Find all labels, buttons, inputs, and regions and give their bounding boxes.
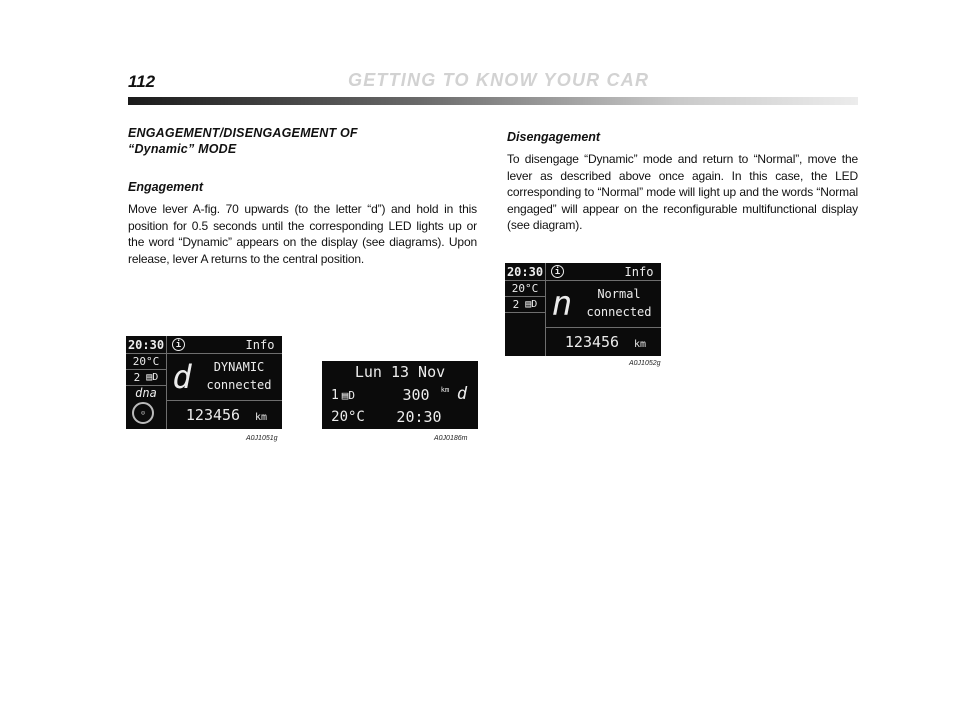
info-icon: i [551, 265, 564, 278]
lcd-screen [322, 361, 478, 429]
gear-number: 1 [330, 387, 339, 403]
odometer: 123456 [564, 333, 620, 351]
header-rule [128, 97, 858, 105]
mode-letter: d [456, 384, 468, 404]
engagement-body: Move lever A-fig. 70 upwards (to the letter “d”) and hold in this position for 0.5 seconds until the corresponding LED lights up or the word “Dynamic” appears on the display (see diagrams). Upon release, lever A returns to the central position. [128, 202, 477, 266]
mode-name: DYNAMIC [213, 360, 265, 374]
odometer: 123456 [185, 406, 241, 424]
figure-date-display [322, 361, 478, 442]
temperature: 20°C [511, 282, 539, 295]
range: 300 [402, 386, 430, 404]
mode-letter: d [172, 358, 192, 396]
mode-status: connected [586, 305, 652, 319]
info-icon: i [172, 338, 185, 351]
gear-headlight [328, 385, 358, 405]
headlight-icon: ▤D [341, 388, 356, 402]
gear-headlight [507, 297, 543, 312]
gear-number: 2 [512, 298, 520, 311]
page-number: 112 [128, 72, 156, 91]
gear-number: 2 [133, 371, 141, 384]
lcd-screen [505, 263, 661, 356]
date: Lun 13 Nov [354, 363, 446, 381]
figure-normal-display [505, 263, 661, 367]
headlight-icon: ▤D [146, 372, 159, 383]
section-title [128, 125, 477, 157]
dna-label: dna [135, 386, 157, 400]
clock: 20:30 [506, 264, 544, 279]
info-label: Info [624, 264, 654, 279]
clock: 20:30 [396, 408, 442, 426]
odometer-unit: km [254, 411, 268, 423]
page-header-title: GETTING TO KNOW YOUR CAR [348, 70, 650, 90]
right-column [507, 125, 858, 234]
figure-caption: A0J0186m [434, 435, 468, 442]
mode-name: Normal [597, 287, 641, 301]
engagement-heading: Engagement [128, 180, 204, 194]
range-unit: km [440, 386, 450, 394]
temperature: 20°C [331, 409, 365, 425]
temperature: 20°C [132, 355, 160, 368]
mode-letter: n [551, 284, 573, 324]
gear-headlight [128, 370, 164, 385]
clock: 20:30 [127, 337, 165, 352]
mode-status: connected [206, 378, 272, 392]
figure-caption: A0J1052g [629, 360, 661, 367]
lcd-screen [126, 336, 282, 429]
left-column [128, 125, 477, 267]
disengagement-body: To disengage “Dynamic” mode and return to “Normal”, move the lever as described above once again. In this case, the LED corresponding to “Normal” mode will light up and the words “Normal engaged” will appear on the reconfigurable multifunctional display (see diagram). [507, 152, 858, 232]
dna-selector-icon: ⊙ [132, 402, 154, 424]
disengagement-heading: Disengagement [507, 130, 601, 144]
figure-caption: A0J1051g [246, 435, 278, 442]
section-title-line1: ENGAGEMENT/DISENGAGEMENT OF [128, 126, 358, 140]
info-label: Info [245, 337, 275, 352]
figure-dynamic-display [126, 336, 282, 442]
section-title-line2: “Dynamic” MODE [128, 142, 237, 156]
odometer-unit: km [633, 338, 647, 350]
headlight-icon: ▤D [525, 299, 538, 310]
